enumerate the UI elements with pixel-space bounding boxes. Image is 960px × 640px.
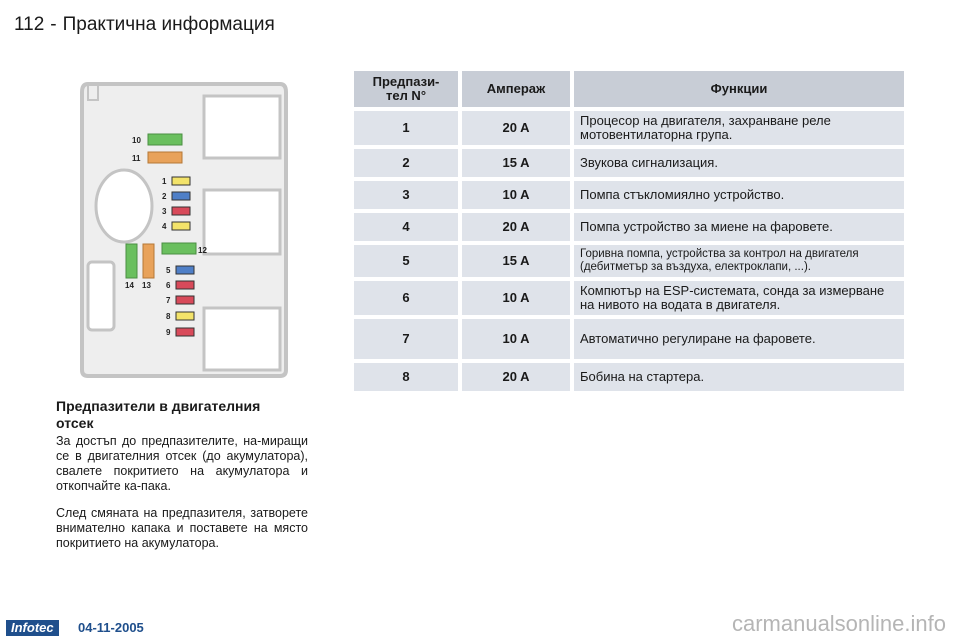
fuse-label-14: 14 (125, 281, 134, 290)
instruction-paragraph-2: След смяната на предпазителя, затворете внимателно капака и поставете на място покритието на акумулатора. (56, 506, 308, 550)
fuse-label-3: 3 (162, 207, 167, 216)
fuse-amperage: 20 A (462, 111, 574, 145)
fuse-function: Компютър на ESP-системата, сонда за измерване на нивото на водата в двигателя. (574, 281, 904, 315)
fuse-box-svg (80, 80, 290, 380)
fuse-14 (126, 244, 137, 278)
fuse-5 (176, 266, 194, 274)
fuse-9 (176, 328, 194, 336)
header-functions: Функции (574, 71, 904, 107)
fuse-label-1: 1 (162, 177, 167, 186)
fuse-function: Помпа устройство за миене на фаровете. (574, 213, 904, 241)
fuse-label-8: 8 (166, 312, 171, 321)
fuse-4 (172, 222, 190, 230)
fuse-number: 1 (354, 111, 462, 145)
fuse-number: 8 (354, 363, 462, 391)
table-row (354, 111, 904, 145)
fuse-function: Горивна помпа, устройства за контрол на двигателя (дебитметър за въздуха, електроклапи, ...). (574, 245, 904, 277)
fuse-label-11: 11 (132, 154, 141, 163)
fuse-number: 3 (354, 181, 462, 209)
fuse-amperage: 20 A (462, 213, 574, 241)
fuse-box-diagram (80, 80, 290, 380)
fuse-function: Звукова сигнализация. (574, 149, 904, 177)
fuse-label-10: 10 (132, 136, 141, 145)
fuse-10 (148, 134, 182, 145)
fuse-label-7: 7 (166, 296, 171, 305)
fuse-amperage: 10 A (462, 181, 574, 209)
fuse-label-12: 12 (198, 246, 207, 255)
page-number: 112 (14, 14, 45, 35)
watermark: carmanualsonline.info (731, 611, 946, 636)
fuse-number: 2 (354, 149, 462, 177)
table-row (354, 319, 904, 359)
table-row (354, 213, 904, 241)
instruction-paragraph-1: За достъп до предпазителите, на-миращи се в двигателния отсек (до акумулатора), свалете покритието на акумулатора и откопчайте ка-пака. (56, 434, 308, 493)
fuse-label-2: 2 (162, 192, 167, 201)
fuse-amperage: 15 A (462, 245, 574, 277)
header-separator: - (50, 14, 57, 35)
fuse-label-5: 5 (166, 266, 171, 275)
fuse-table (354, 67, 904, 395)
fuse-number: 5 (354, 245, 462, 277)
fuse-12 (162, 243, 196, 254)
footer-date: 04-11-2005 (78, 620, 144, 635)
fuse-number: 6 (354, 281, 462, 315)
section-title: Предпазители в двигателния отсек (56, 398, 261, 431)
fuse-amperage: 15 A (462, 149, 574, 177)
fuse-function: Процесор на двигателя, захранване реле мотовентилаторна група. (574, 111, 904, 145)
fuse-function: Бобина на стартера. (574, 363, 904, 391)
fuse-function: Автоматично регулиране на фаровете. (574, 319, 904, 359)
fuse-3 (172, 207, 190, 215)
fuse-8 (176, 312, 194, 320)
fuse-amperage: 10 A (462, 319, 574, 359)
fuse-label-4: 4 (162, 222, 167, 231)
header-fuse-number: Предпази- тел N° (354, 71, 462, 107)
fuse-label-6: 6 (166, 281, 171, 290)
table-row (354, 281, 904, 315)
fuse-number: 4 (354, 213, 462, 241)
infotec-logo: Infotec (6, 620, 59, 636)
table-row (354, 245, 904, 277)
table-row (354, 149, 904, 177)
fuse-7 (176, 296, 194, 304)
fuse-11 (148, 152, 182, 163)
table-row (354, 363, 904, 391)
fuse-label-9: 9 (166, 328, 171, 337)
fuse-13 (143, 244, 154, 278)
fuse-2 (172, 192, 190, 200)
fuse-6 (176, 281, 194, 289)
fuse-label-13: 13 (142, 281, 151, 290)
table-header-row (354, 71, 904, 107)
page-header (14, 14, 275, 36)
table-row (354, 181, 904, 209)
header-amperage: Ампераж (462, 71, 574, 107)
fuse-amperage: 10 A (462, 281, 574, 315)
fuse-number: 7 (354, 319, 462, 359)
fuse-function: Помпа стъкломиялно устройство. (574, 181, 904, 209)
fuse-1 (172, 177, 190, 185)
fuse-amperage: 20 A (462, 363, 574, 391)
page-title: Практична информация (62, 14, 275, 35)
